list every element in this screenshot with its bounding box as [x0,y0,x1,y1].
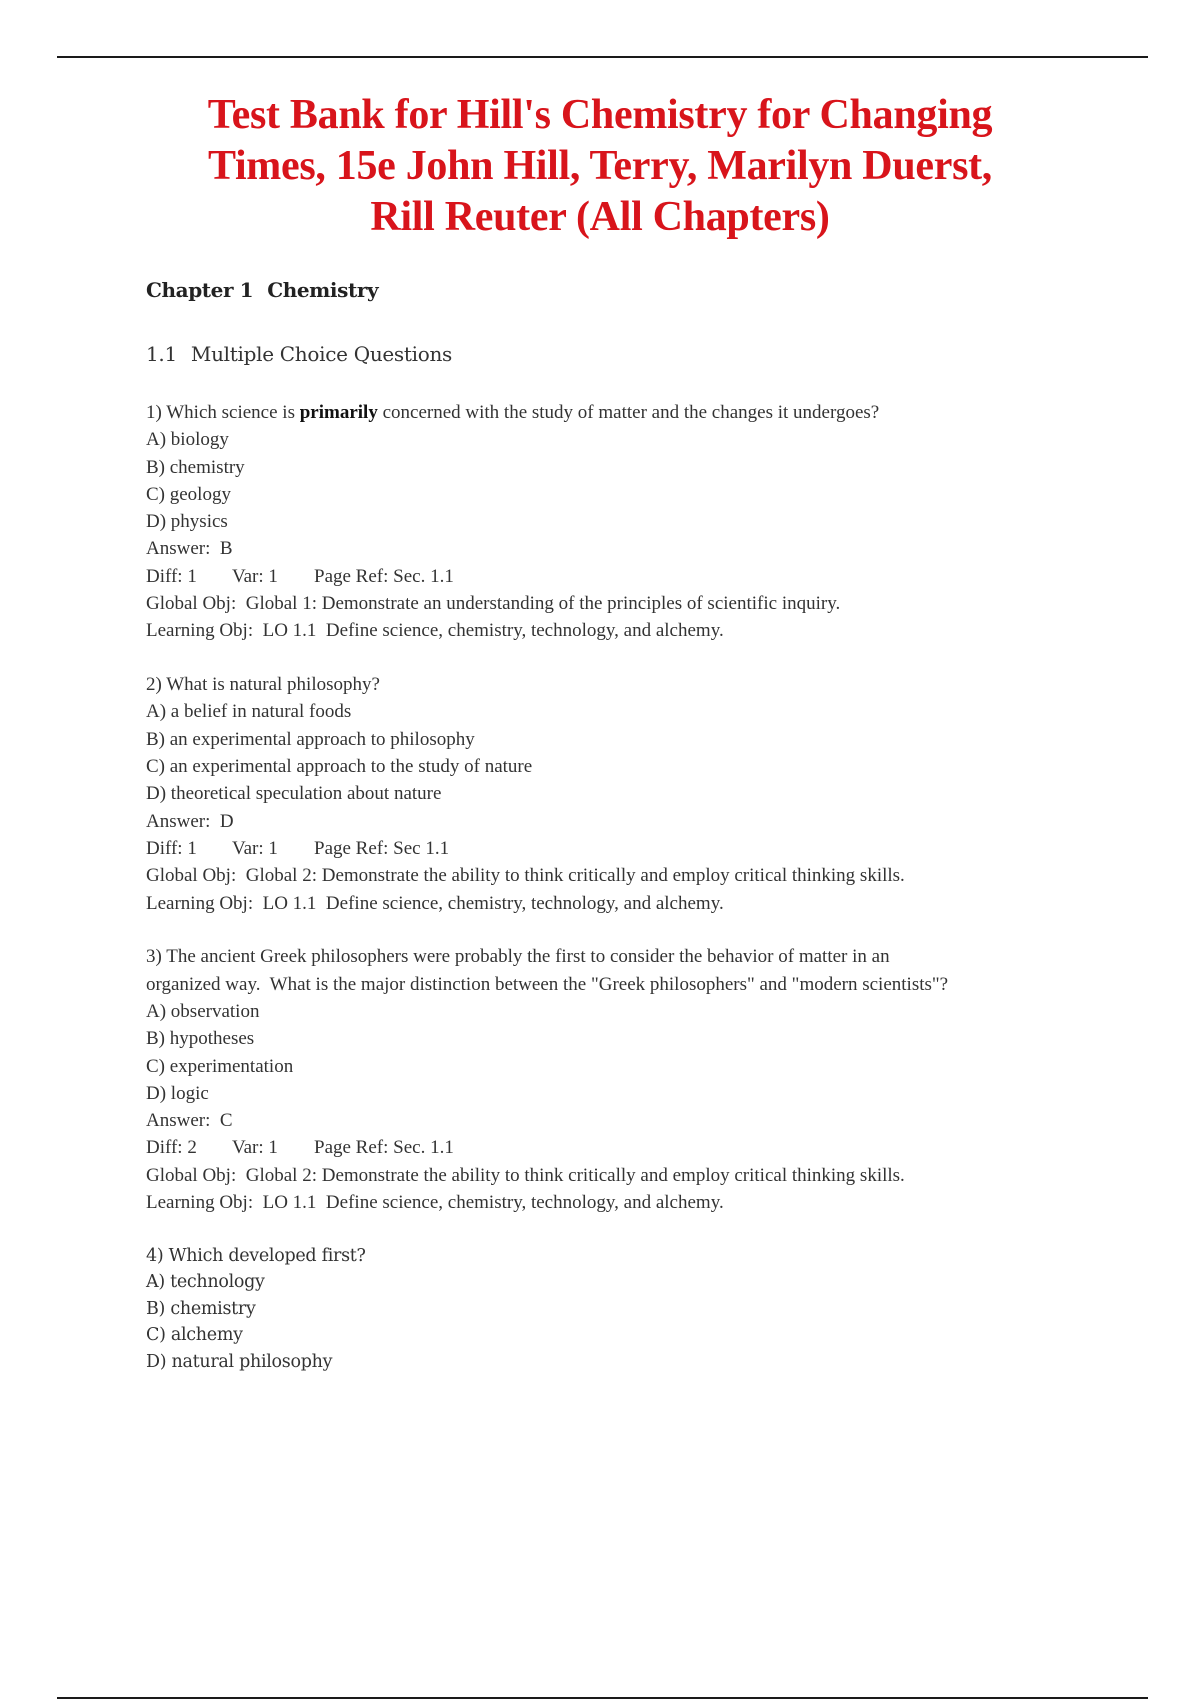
section-heading [146,339,1106,369]
difficulty: Diff: 1 [146,565,197,587]
chapter-number: Chapter 1 [146,278,254,302]
answer-option: C) alchemy [146,1325,243,1346]
page-ref: Page Ref: Sec. 1.1 [314,565,454,587]
correct-answer: Answer: D [146,810,234,832]
question-text: 3) The ancient Greek philosophers were probably the first to consider the behavior of matter in an [146,946,890,968]
answer-option: C) experimentation [146,1055,294,1077]
global-objective: Global Obj: Global 1: Demonstrate an understanding of the principles of scientific inquiry. [146,593,841,615]
correct-answer: Answer: B [146,538,233,560]
section-number: 1.1 [146,342,177,366]
answer-option: B) chemistry [146,456,245,478]
question-list [146,399,1106,1375]
question-text: organized way. What is the major distinction between the "Greek philosophers" and "modern scientists"? [146,973,949,995]
answer-option: A) observation [146,1000,260,1022]
variant: Var: 1 [232,837,278,859]
answer-option: B) chemistry [146,1298,256,1319]
question-text: 2) What is natural philosophy? [146,674,380,696]
answer-option: D) theoretical speculation about nature [146,783,442,805]
answer-option: C) geology [146,483,231,505]
section-name: Multiple Choice Questions [190,342,453,366]
answer-option: B) an experimental approach to philosophy [146,728,475,750]
learning-objective: Learning Obj: LO 1.1 Define science, chemistry, technology, and alchemy. [146,620,724,642]
question-item [146,671,1106,917]
title-line: Test Bank for Hill's Chemistry for Changing [207,92,993,138]
global-objective: Global Obj: Global 2: Demonstrate the ability to think critically and employ critical thinking skills. [146,1164,905,1186]
difficulty: Diff: 1 [146,837,197,859]
title-line: Rill Reuter (All Chapters) [370,194,830,240]
question-text: 1) Which science is primarily concerned with the study of matter and the changes it undergoes? [146,402,880,423]
difficulty: Diff: 2 [146,1137,197,1159]
emphasis-text: primarily [299,402,378,423]
correct-answer: Answer: C [146,1110,233,1132]
answer-option: D) natural philosophy [146,1351,333,1372]
question-item [146,399,1106,645]
answer-option: C) an experimental approach to the study of nature [146,756,533,778]
question-meta [146,563,1106,590]
question-meta [146,1134,1106,1161]
answer-option: D) logic [146,1082,209,1104]
title-line: Times, 15e John Hill, Terry, Marilyn Duerst, [207,143,993,189]
chapter-heading [146,275,1106,305]
page-ref: Page Ref: Sec 1.1 [314,837,450,859]
document-title [150,90,1050,243]
question-meta [146,835,1106,862]
answer-option: A) a belief in natural foods [146,701,352,723]
variant: Var: 1 [232,1137,278,1159]
bottom-rule [57,1697,1148,1699]
top-rule [57,56,1148,58]
answer-option: B) hypotheses [146,1028,255,1050]
learning-objective: Learning Obj: LO 1.1 Define science, chemistry, technology, and alchemy. [146,1192,724,1214]
question-text: 4) Which developed first? [146,1245,366,1266]
variant: Var: 1 [232,565,278,587]
global-objective: Global Obj: Global 2: Demonstrate the ability to think critically and employ critical thinking skills. [146,865,905,887]
learning-objective: Learning Obj: LO 1.1 Define science, chemistry, technology, and alchemy. [146,892,724,914]
page-ref: Page Ref: Sec. 1.1 [314,1137,454,1159]
answer-option: D) physics [146,511,228,533]
chapter-name: Chemistry [267,278,379,302]
document-body [146,275,1106,1402]
answer-option: A) technology [146,1272,265,1293]
question-item [146,1243,1106,1376]
answer-option: A) biology [146,429,229,451]
question-item [146,943,1106,1216]
